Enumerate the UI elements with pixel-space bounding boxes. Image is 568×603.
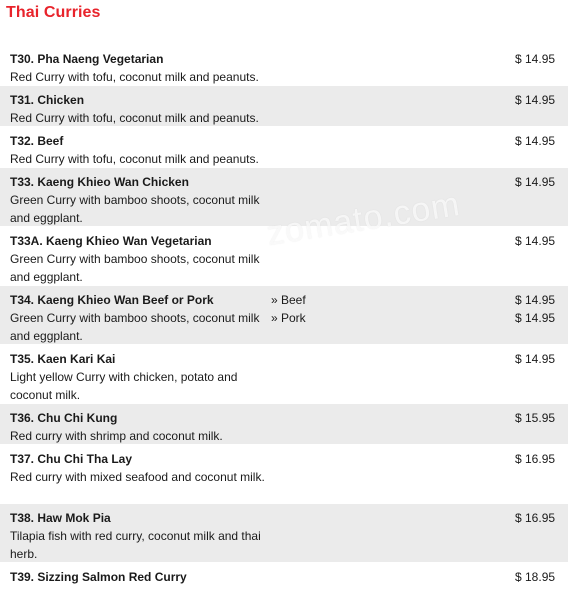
price-value: $ 15.95	[515, 411, 556, 425]
menu-item-name: T33A. Kaeng Khieo Wan Vegetarian	[10, 234, 212, 248]
menu-list	[0, 44, 568, 603]
menu-item-description: Light yellow Curry with chicken, potato and coconut milk.	[10, 370, 238, 402]
menu-item-options	[271, 291, 306, 327]
menu-item-row	[0, 167, 568, 226]
menu-item-row	[0, 126, 568, 167]
menu-item-row	[0, 44, 568, 85]
price-value: $ 14.95	[515, 175, 556, 189]
menu-item-name: T31. Chicken	[10, 93, 85, 107]
price-value: $ 14.95	[515, 293, 556, 307]
menu-item-row	[0, 285, 568, 344]
price-value: $ 16.95	[515, 452, 556, 466]
price-value: $ 14.95	[515, 93, 556, 107]
menu-item-description: Green Curry with bamboo shoots, coconut milk and eggplant.	[10, 193, 260, 225]
menu-item-row	[0, 344, 568, 403]
menu-item-name: T32. Beef	[10, 134, 64, 148]
menu-item-row	[0, 503, 568, 562]
menu-item-price	[515, 232, 555, 250]
menu-item-description: Tilapia fish with red curry, coconut milk and thai herb.	[10, 529, 261, 561]
menu-item-description: Red Curry with tofu, coconut milk and peanuts.	[10, 152, 259, 166]
menu-item-price	[515, 350, 555, 368]
menu-item-price	[515, 450, 555, 468]
menu-item-name: T35. Kaen Kari Kai	[10, 352, 116, 366]
price-value: $ 14.95	[515, 52, 556, 66]
menu-item-row	[0, 444, 568, 503]
menu-item-row	[0, 226, 568, 285]
menu-item-price	[515, 409, 555, 427]
menu-item-price	[515, 50, 555, 68]
price-value: $ 14.95	[515, 352, 556, 366]
menu-item-price	[515, 509, 555, 527]
watermark-logo: zomato.com	[264, 184, 463, 254]
menu-item-row	[0, 85, 568, 126]
price-value: $ 16.95	[515, 511, 556, 525]
menu-item-price	[515, 132, 555, 150]
page-title: Thai Curries	[6, 4, 101, 21]
price-value: $ 14.95	[515, 234, 556, 248]
menu-item-option: » Pork	[271, 311, 306, 325]
menu-item-name: T37. Chu Chi Tha Lay	[10, 452, 133, 466]
menu-item-name: T30. Pha Naeng Vegetarian	[10, 52, 164, 66]
menu-item-option: » Beef	[271, 293, 306, 307]
price-value: $ 18.95	[515, 570, 556, 584]
price-value: $ 14.95	[515, 311, 556, 325]
menu-item-name: T38. Haw Mok Pia	[10, 511, 111, 525]
menu-item-price	[515, 568, 555, 586]
menu-item-description: Green Curry with bamboo shoots, coconut milk and eggplant.	[10, 252, 260, 284]
menu-item-description: Red curry with mixed seafood and coconut milk.	[10, 470, 265, 484]
menu-item-description: Red curry with shrimp and coconut milk.	[10, 429, 223, 443]
price-value: $ 14.95	[515, 134, 556, 148]
menu-item-price	[515, 291, 555, 327]
menu-item-row	[0, 562, 568, 603]
menu-item-name: T33. Kaeng Khieo Wan Chicken	[10, 175, 189, 189]
menu-item-price	[515, 173, 555, 191]
menu-item-description: Green Curry with bamboo shoots, coconut milk and eggplant.	[10, 311, 260, 343]
menu-item-name: T36. Chu Chi Kung	[10, 411, 118, 425]
menu-item-name: T34. Kaeng Khieo Wan Beef or Pork	[10, 293, 214, 307]
menu-item-price	[515, 91, 555, 109]
menu-item-description: Red Curry with tofu, coconut milk and peanuts.	[10, 111, 259, 125]
menu-item-description: Red Curry with tofu, coconut milk and peanuts.	[10, 70, 259, 84]
menu-item-row	[0, 403, 568, 444]
menu-item-name: T39. Sizzing Salmon Red Curry	[10, 570, 187, 584]
